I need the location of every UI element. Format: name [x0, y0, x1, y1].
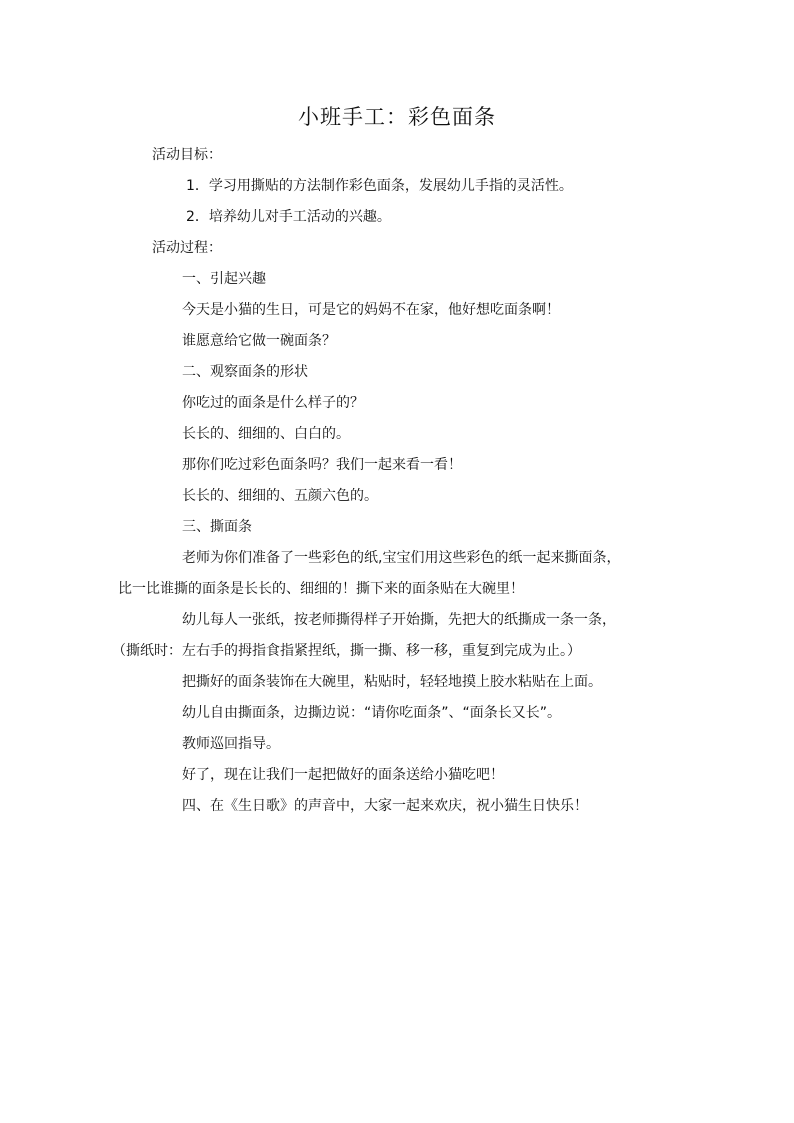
paragraph-line: 长长的、细细的、五颜六色的。	[182, 488, 378, 504]
section-heading: 三、撕面条	[182, 519, 252, 535]
paragraph-line: 幼儿每人一张纸，按老师撕得样子开始撕，先把大的纸撕成一条一条，	[182, 612, 616, 628]
paragraph-line: 幼儿自由撕面条，边撕边说：“请你吃面条”、“面条长又长”。	[182, 705, 562, 721]
paragraph-line: 谁愿意给它做一碗面条？	[182, 333, 336, 349]
goal-item: 1．学习用撕贴的方法制作彩色面条，发展幼儿手指的灵活性。	[186, 178, 573, 194]
paragraph-line: （撕纸时：左右手的拇指食指紧捏纸，撕一撕、移一移，重复到完成为止。）	[112, 643, 581, 659]
section-heading: 二、观察面条的形状	[182, 364, 308, 380]
paragraph-line: 教师巡回指导。	[182, 736, 280, 752]
paragraph-line: 你吃过的面条是什么样子的？	[182, 395, 364, 411]
goal-item: 2．培养幼儿对手工活动的兴趣。	[186, 209, 391, 225]
paragraph-line: 今天是小猫的生日，可是它的妈妈不在家，他好想吃面条啊！	[182, 302, 560, 318]
document-body	[0, 140, 794, 822]
paragraph-line: 比一比谁撕的面条是长长的、细细的！撕下来的面条贴在大碗里！	[118, 581, 524, 597]
paragraph-line: 那你们吃过彩色面条吗？我们一起来看一看！	[182, 457, 462, 473]
paragraph-line: 把撕好的面条装饰在大碗里，粘贴时，轻轻地摸上胶水粘贴在上面。	[182, 674, 602, 690]
section-heading: 一、引起兴趣	[182, 271, 266, 287]
paragraph-line: 长长的、细细的、白白的。	[182, 426, 350, 442]
process-heading: 活动过程：	[152, 240, 222, 256]
goal-heading: 活动目标：	[152, 147, 222, 163]
page-title: 小班手工：彩色面条	[298, 105, 496, 129]
section-heading: 四、在《生日歌》的声音中，大家一起来欢庆，祝小猫生日快乐！	[182, 798, 588, 814]
paragraph-line: 老师为你们准备了一些彩色的纸,宝宝们用这些彩色的纸一起来撕面条，	[182, 550, 621, 566]
paragraph-line: 好了，现在让我们一起把做好的面条送给小猫吃吧！	[182, 767, 504, 783]
